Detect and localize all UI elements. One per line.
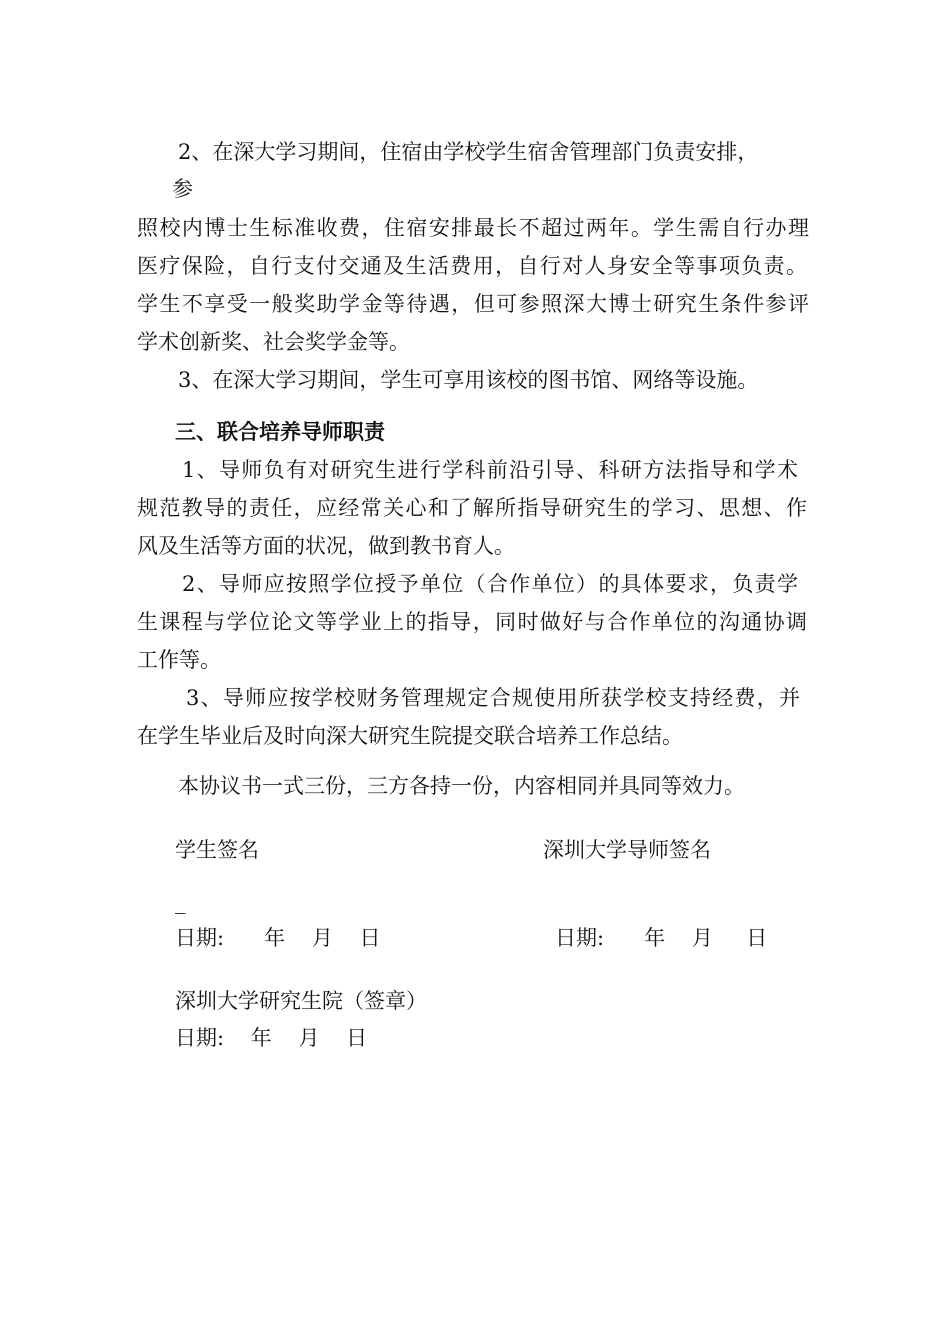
paragraph-line: 工作等。 (137, 648, 221, 672)
paragraph-line: 照校内博士生标准收费，住宿安排最长不超过两年。学生需自行办理 (137, 216, 809, 240)
paragraph-line: 学术创新奖、社会奖学金等。 (137, 330, 410, 354)
section-heading: 三、联合培养导师职责 (175, 419, 385, 444)
signature-underscore: _ (175, 890, 186, 914)
paragraph-line: 在学生毕业后及时向深大研究生院提交联合培养工作总结。 (137, 724, 683, 748)
student-signature-label: 学生签名 (175, 838, 259, 862)
advisor-date: 日期: 年 月 日 (555, 926, 768, 950)
paragraph-line: 3、在深大学习期间，学生可享用该校的图书馆、网络等设施。 (178, 368, 759, 392)
paragraph-line: 风及生活等方面的状况，做到教书育人。 (137, 534, 515, 558)
paragraph-line: 参 (172, 177, 193, 201)
advisor-signature-label: 深圳大学导师签名 (543, 838, 711, 862)
graduate-school-seal-label: 深圳大学研究生院（签章） (175, 989, 427, 1013)
paragraph-line: 规范教导的责任，应经常关心和了解所指导研究生的学习、思想、作 (137, 496, 807, 520)
graduate-school-date: 日期: 年 月 日 (175, 1026, 368, 1050)
closing-statement: 本协议书一式三份，三方各持一份，内容相同并具同等效力。 (178, 774, 745, 798)
paragraph-line: 2、导师应按照学位授予单位（合作单位）的具体要求，负责学 (182, 572, 798, 596)
student-date: 日期: 年 月 日 (175, 926, 381, 950)
paragraph-line: 3、导师应按学校财务管理规定合规使用所获学校支持经费，并 (186, 686, 800, 710)
paragraph-line: 2、在深大学习期间，住宿由学校学生宿舍管理部门负责安排， (178, 140, 759, 164)
paragraph-line: 1、导师负有对研究生进行学科前沿引导、科研方法指导和学术 (182, 458, 798, 482)
paragraph-line: 生课程与学位论文等学业上的指导，同时做好与合作单位的沟通协调 (137, 610, 807, 634)
paragraph-line: 学生不享受一般奖助学金等待遇，但可参照深大博士研究生条件参评 (137, 292, 809, 316)
paragraph-line: 医疗保险，自行支付交通及生活费用，自行对人身安全等事项负责。 (137, 254, 807, 278)
